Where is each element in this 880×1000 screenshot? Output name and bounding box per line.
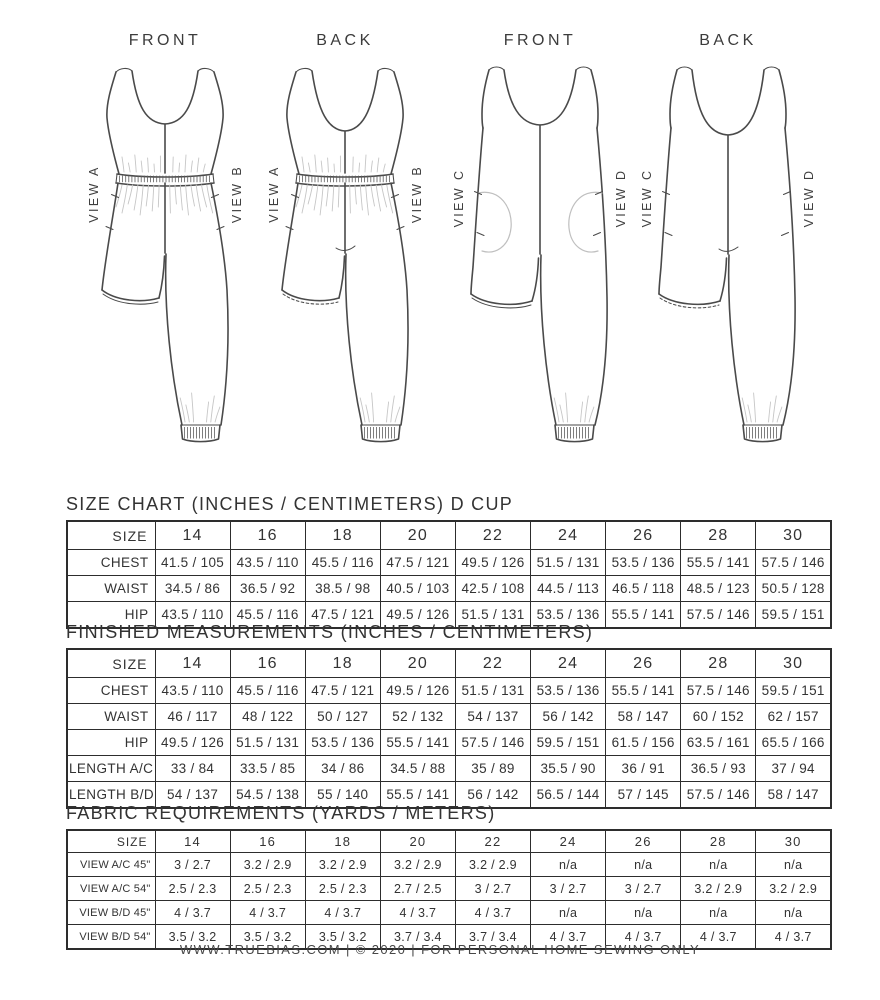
size-column-header: 20 — [380, 830, 455, 853]
measurement-cell: n/a — [606, 853, 681, 877]
measurement-cell: 57.5 / 146 — [681, 602, 756, 629]
table-header-row — [67, 649, 831, 678]
garment-figure-front-cd — [450, 26, 630, 462]
measurement-cell: 35.5 / 90 — [531, 756, 606, 782]
measurement-cell: 38.5 / 98 — [305, 576, 380, 602]
fabric-requirements-heading: FABRIC REQUIREMENTS (YARDS / METERS) — [66, 803, 496, 823]
measurement-cell: 49.5 / 126 — [155, 730, 230, 756]
size-column-header: 24 — [531, 649, 606, 678]
table-row — [67, 756, 831, 782]
figure-title: BACK — [316, 32, 374, 49]
size-column-header: 22 — [455, 649, 530, 678]
measurement-cell: 45.5 / 116 — [230, 678, 305, 704]
measurement-cell: 55.5 / 141 — [380, 730, 455, 756]
measurement-cell: 46 / 117 — [155, 704, 230, 730]
jumpsuit-flat-cd — [638, 62, 818, 460]
fabric-requirements-table — [66, 829, 832, 950]
measurement-cell: 53.5 / 136 — [531, 678, 606, 704]
measurement-cell: 53.5 / 136 — [606, 550, 681, 576]
measurement-cell: 2.5 / 2.3 — [230, 877, 305, 901]
measurement-cell: 3 / 2.7 — [606, 877, 681, 901]
size-column-header: 18 — [305, 649, 380, 678]
size-column-header: 30 — [756, 521, 831, 550]
measurement-cell: 57.5 / 146 — [681, 678, 756, 704]
measurement-cell: 65.5 / 166 — [756, 730, 831, 756]
size-column-header: 16 — [230, 649, 305, 678]
measurement-cell: 51.5 / 131 — [230, 730, 305, 756]
row-label: LENGTH A/C — [67, 756, 155, 782]
row-label: VIEW A/C 54" — [67, 877, 155, 901]
measurement-cell: 37 / 94 — [756, 756, 831, 782]
measurement-cell: 59.5 / 151 — [756, 678, 831, 704]
size-column-header: 26 — [606, 521, 681, 550]
table-row — [67, 576, 831, 602]
row-label: CHEST — [67, 678, 155, 704]
measurement-cell: 43.5 / 110 — [155, 602, 230, 629]
figure-title: BACK — [699, 32, 757, 49]
measurement-cell: 36.5 / 92 — [230, 576, 305, 602]
size-chart-table — [66, 520, 832, 629]
row-label: VIEW A/C 45" — [67, 853, 155, 877]
measurement-cell: 3 / 2.7 — [455, 877, 530, 901]
row-label: VIEW B/D 54" — [67, 925, 155, 950]
measurement-cell: n/a — [606, 901, 681, 925]
garment-line-drawing — [80, 62, 250, 465]
view-label: VIEW B — [230, 164, 244, 224]
measurement-cell: 57.5 / 146 — [756, 550, 831, 576]
measurement-cell: 3.5 / 3.2 — [230, 925, 305, 950]
measurement-cell: 3.7 / 3.4 — [380, 925, 455, 950]
measurement-cell: 48 / 122 — [230, 704, 305, 730]
measurement-cell: 58 / 147 — [606, 704, 681, 730]
measurement-cell: 54.5 / 138 — [230, 782, 305, 809]
size-column-header: 24 — [531, 521, 606, 550]
measurement-cell: 47.5 / 121 — [305, 678, 380, 704]
measurement-cell: 50.5 / 128 — [756, 576, 831, 602]
measurement-cell: 4 / 3.7 — [681, 925, 756, 950]
measurement-cell: 3.7 / 3.4 — [455, 925, 530, 950]
measurement-cell: 33 / 84 — [155, 756, 230, 782]
measurement-cell: 40.5 / 103 — [380, 576, 455, 602]
measurement-cell: 55 / 140 — [305, 782, 380, 809]
measurement-cell: 4 / 3.7 — [455, 901, 530, 925]
measurement-cell: 36 / 91 — [606, 756, 681, 782]
measurement-cell: 42.5 / 108 — [455, 576, 530, 602]
row-label: HIP — [67, 602, 155, 629]
size-column-header: 22 — [455, 521, 530, 550]
measurement-cell: 3.2 / 2.9 — [380, 853, 455, 877]
measurement-cell: 41.5 / 105 — [155, 550, 230, 576]
size-column-header: 26 — [606, 830, 681, 853]
measurement-cell: 54 / 137 — [155, 782, 230, 809]
garment-line-drawing — [450, 62, 630, 465]
measurement-table — [66, 648, 832, 809]
size-column-label: SIZE — [67, 521, 155, 550]
measurement-cell: 4 / 3.7 — [606, 925, 681, 950]
view-label: VIEW A — [267, 165, 281, 223]
measurement-cell: 47.5 / 121 — [380, 550, 455, 576]
measurement-cell: 43.5 / 110 — [155, 678, 230, 704]
measurement-cell: 53.5 / 136 — [305, 730, 380, 756]
measurement-cell: 3.2 / 2.9 — [305, 853, 380, 877]
measurement-cell: 34.5 / 88 — [380, 756, 455, 782]
size-column-header: 20 — [380, 649, 455, 678]
view-label: VIEW D — [614, 168, 628, 228]
measurement-table — [66, 829, 832, 950]
measurement-cell: 34.5 / 86 — [155, 576, 230, 602]
size-column-header: 18 — [305, 830, 380, 853]
table-row — [67, 901, 831, 925]
measurement-cell: 54 / 137 — [455, 704, 530, 730]
measurement-cell: 49.5 / 126 — [380, 678, 455, 704]
view-label: VIEW C — [640, 168, 654, 228]
size-column-header: 28 — [681, 521, 756, 550]
row-label: HIP — [67, 730, 155, 756]
size-column-header: 14 — [155, 521, 230, 550]
jumpsuit-flat-ab — [260, 62, 430, 460]
jumpsuit-flat-ab — [80, 62, 250, 460]
measurement-cell: 45.5 / 116 — [305, 550, 380, 576]
measurement-cell: 4 / 3.7 — [531, 925, 606, 950]
measurement-cell: 57.5 / 146 — [455, 730, 530, 756]
row-label: WAIST — [67, 704, 155, 730]
measurement-cell: 3 / 2.7 — [531, 877, 606, 901]
measurement-cell: 57.5 / 146 — [681, 782, 756, 809]
measurement-cell: 3.2 / 2.9 — [756, 877, 831, 901]
table-row — [67, 678, 831, 704]
measurement-cell: 3 / 2.7 — [155, 853, 230, 877]
size-column-header: 18 — [305, 521, 380, 550]
measurement-cell: 51.5 / 131 — [455, 602, 530, 629]
measurement-cell: 63.5 / 161 — [681, 730, 756, 756]
size-column-header: 28 — [681, 830, 756, 853]
footer-text: WWW.TRUEBIAS.COM | © 2020 | FOR PERSONAL HOME SEWING ONLY — [179, 942, 701, 957]
measurement-cell: 50 / 127 — [305, 704, 380, 730]
table-row — [67, 877, 831, 901]
measurement-cell: 4 / 3.7 — [380, 901, 455, 925]
size-column-header: 30 — [756, 649, 831, 678]
measurement-cell: 60 / 152 — [681, 704, 756, 730]
finished-measurements-heading: FINISHED MEASUREMENTS (INCHES / CENTIMETERS) — [66, 622, 594, 642]
measurement-cell: 44.5 / 113 — [531, 576, 606, 602]
measurement-cell: 56 / 142 — [531, 704, 606, 730]
measurement-cell: 4 / 3.7 — [155, 901, 230, 925]
measurement-cell: 2.5 / 2.3 — [155, 877, 230, 901]
jumpsuit-flat-cd — [450, 62, 630, 460]
size-column-header: 20 — [380, 521, 455, 550]
measurement-cell: 55.5 / 141 — [380, 782, 455, 809]
measurement-cell: 3.2 / 2.9 — [681, 877, 756, 901]
measurement-cell: n/a — [756, 853, 831, 877]
measurement-cell: 51.5 / 131 — [455, 678, 530, 704]
size-column-header: 14 — [155, 830, 230, 853]
size-column-header: 16 — [230, 521, 305, 550]
size-column-header: 14 — [155, 649, 230, 678]
measurement-cell: 59.5 / 151 — [756, 602, 831, 629]
garment-line-drawing — [260, 62, 430, 465]
figure-title: FRONT — [128, 32, 202, 49]
table-row — [67, 704, 831, 730]
measurement-cell: 56.5 / 144 — [531, 782, 606, 809]
measurement-cell: 35 / 89 — [455, 756, 530, 782]
measurement-cell: 33.5 / 85 — [230, 756, 305, 782]
size-column-header: 28 — [681, 649, 756, 678]
row-label: LENGTH B/D — [67, 782, 155, 809]
measurement-cell: 56 / 142 — [455, 782, 530, 809]
size-column-label: SIZE — [67, 649, 155, 678]
measurement-cell: 55.5 / 141 — [606, 678, 681, 704]
measurement-cell: n/a — [681, 901, 756, 925]
measurement-cell: 62 / 157 — [756, 704, 831, 730]
measurement-cell: 34 / 86 — [305, 756, 380, 782]
measurement-cell: n/a — [756, 901, 831, 925]
measurement-cell: 58 / 147 — [756, 782, 831, 809]
measurement-cell: 2.7 / 2.5 — [380, 877, 455, 901]
measurement-cell: 4 / 3.7 — [305, 901, 380, 925]
row-label: VIEW B/D 45" — [67, 901, 155, 925]
garment-figure-back-ab — [260, 26, 430, 462]
measurement-cell: 3.2 / 2.9 — [455, 853, 530, 877]
measurement-cell: n/a — [531, 853, 606, 877]
measurement-cell: n/a — [531, 901, 606, 925]
measurement-cell: 43.5 / 110 — [230, 550, 305, 576]
table-header-row — [67, 521, 831, 550]
view-label: VIEW D — [802, 168, 816, 228]
size-column-header: 16 — [230, 830, 305, 853]
measurement-cell: 53.5 / 136 — [531, 602, 606, 629]
measurement-cell: 4 / 3.7 — [756, 925, 831, 950]
table-row — [67, 730, 831, 756]
measurement-cell: 51.5 / 131 — [531, 550, 606, 576]
garment-figure-front-ab — [80, 26, 250, 462]
measurement-cell: 46.5 / 118 — [606, 576, 681, 602]
measurement-table — [66, 520, 832, 629]
size-column-label: SIZE — [67, 830, 155, 853]
measurement-cell: 45.5 / 116 — [230, 602, 305, 629]
table-row — [67, 550, 831, 576]
measurement-cell: 52 / 132 — [380, 704, 455, 730]
measurement-cell: 55.5 / 141 — [681, 550, 756, 576]
row-label: CHEST — [67, 550, 155, 576]
garment-figure-back-cd — [638, 26, 818, 462]
measurement-cell: 48.5 / 123 — [681, 576, 756, 602]
measurement-cell: 2.5 / 2.3 — [305, 877, 380, 901]
measurement-cell: n/a — [681, 853, 756, 877]
size-column-header: 22 — [455, 830, 530, 853]
measurement-cell: 57 / 145 — [606, 782, 681, 809]
measurement-cell: 36.5 / 93 — [681, 756, 756, 782]
size-column-header: 26 — [606, 649, 681, 678]
measurement-cell: 49.5 / 126 — [455, 550, 530, 576]
size-column-header: 24 — [531, 830, 606, 853]
finished-measurements-table — [66, 648, 832, 809]
measurement-cell: 3.5 / 3.2 — [305, 925, 380, 950]
measurement-cell: 47.5 / 121 — [305, 602, 380, 629]
view-label: VIEW A — [87, 165, 101, 223]
measurement-cell: 49.5 / 126 — [380, 602, 455, 629]
size-chart-heading: SIZE CHART (INCHES / CENTIMETERS) D CUP — [66, 494, 514, 514]
size-column-header: 30 — [756, 830, 831, 853]
view-label: VIEW C — [452, 168, 466, 228]
table-header-row — [67, 830, 831, 853]
garment-line-drawing — [638, 62, 818, 465]
measurement-cell: 61.5 / 156 — [606, 730, 681, 756]
figure-title: FRONT — [503, 32, 577, 49]
measurement-cell: 4 / 3.7 — [230, 901, 305, 925]
measurement-cell: 59.5 / 151 — [531, 730, 606, 756]
view-label: VIEW B — [410, 164, 424, 224]
table-row — [67, 853, 831, 877]
measurement-cell: 3.2 / 2.9 — [230, 853, 305, 877]
row-label: WAIST — [67, 576, 155, 602]
measurement-cell: 3.5 / 3.2 — [155, 925, 230, 950]
measurement-cell: 55.5 / 141 — [606, 602, 681, 629]
